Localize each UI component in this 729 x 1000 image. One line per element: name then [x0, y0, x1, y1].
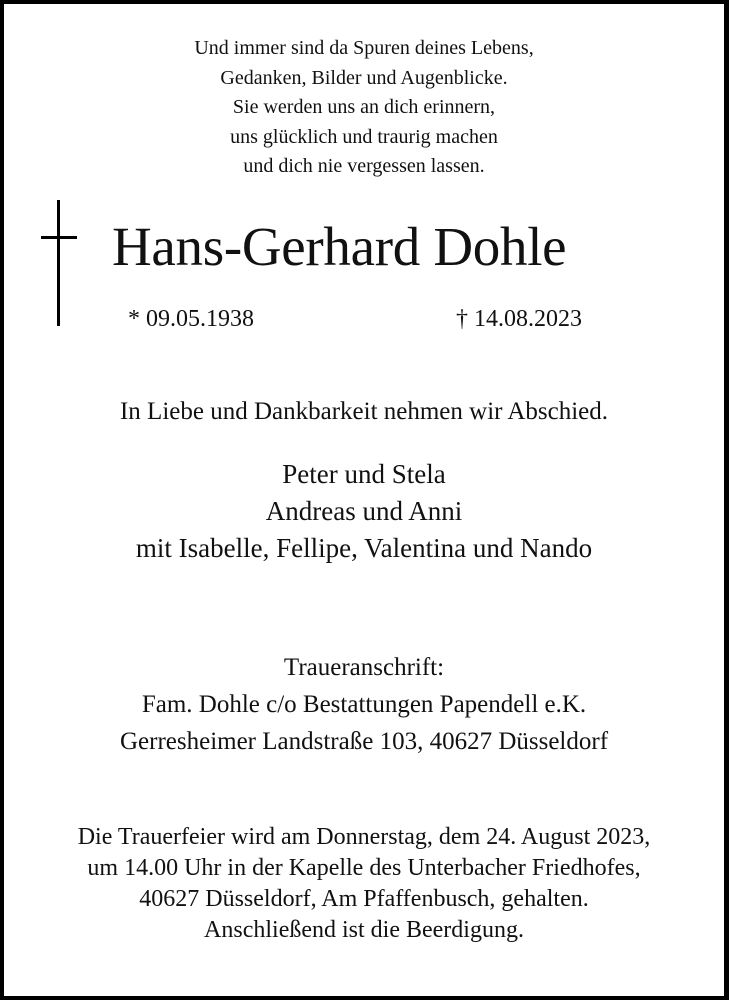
poem-line: Und immer sind da Spuren deines Lebens,: [194, 37, 534, 59]
poem-line: und dich nie vergessen lassen.: [243, 155, 485, 177]
ceremony-line: Anschließend ist die Beerdigung.: [204, 917, 524, 943]
poem-line: Sie werden uns an dich erinnern,: [232, 96, 496, 118]
family-line: mit Isabelle, Fellipe, Valentina und Nando: [135, 533, 593, 563]
mourning-address: [4, 649, 724, 760]
ceremony-line: Die Trauerfeier wird am Donnerstag, dem 24. August 2023,: [77, 824, 651, 850]
family-line: Andreas und Anni: [265, 496, 463, 526]
cross-icon: [41, 200, 79, 326]
ceremony-line: um 14.00 Uhr in der Kapelle des Unterbacher Friedhofes,: [87, 855, 641, 881]
poem-line: uns glücklich und traurig machen: [230, 125, 498, 148]
address-line: Fam. Dohle c/o Bestattungen Papendell e.K.: [141, 691, 587, 718]
death-date: † 14.08.2023: [456, 306, 582, 332]
cross-vertical-bar: [57, 200, 60, 326]
deceased-name: Hans-Gerhard Dohle: [112, 216, 567, 277]
poem-line: Gedanken, Bilder und Augenblicke.: [220, 66, 508, 89]
cross-horizontal-bar: [41, 236, 77, 239]
address-heading: Traueranschrift:: [283, 654, 445, 681]
funeral-ceremony-info: [4, 822, 724, 946]
address-line: Gerresheimer Landstraße 103, 40627 Düsseldorf: [119, 728, 609, 755]
family-mourners: [4, 456, 724, 567]
farewell-text: In Liebe und Dankbarkeit nehmen wir Abschied.: [119, 398, 609, 425]
memorial-poem: [4, 34, 724, 182]
birth-date: * 09.05.1938: [128, 306, 254, 332]
family-line: Peter und Stela: [282, 459, 446, 489]
ceremony-line: 40627 Düsseldorf, Am Pfaffenbusch, gehalten.: [139, 886, 589, 912]
